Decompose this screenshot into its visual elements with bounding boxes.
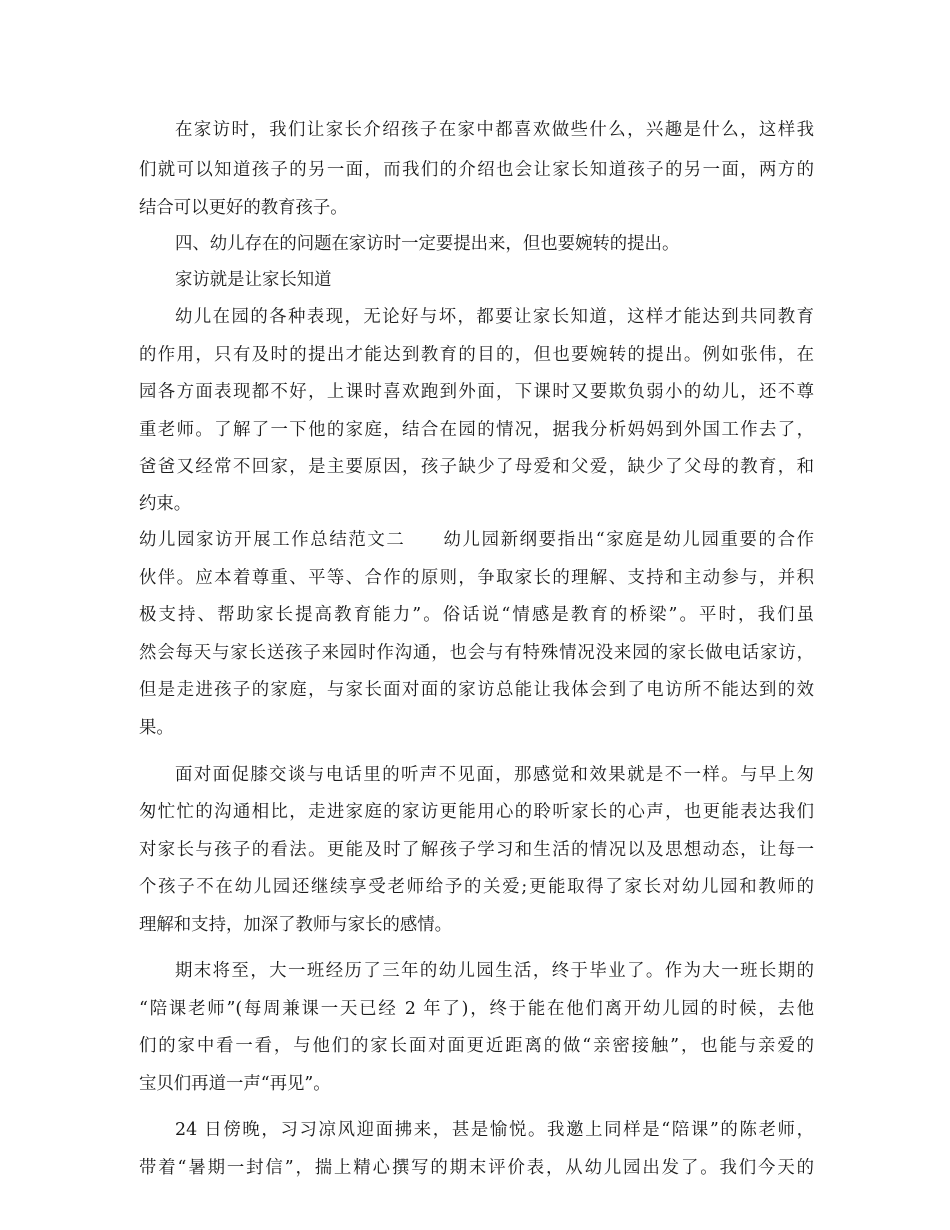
text-line: 在家访时，我们让家长介绍孩子在家中都喜欢做些什么，兴趣是什么，这样我 bbox=[175, 120, 814, 140]
text-line: 爸爸又经常不回家，是主要原因，孩子缺少了母爱和父爱，缺少了父母的教育，和 bbox=[139, 457, 814, 477]
text-line: 但是走进孩子的家庭，与家长面对面的家访总能让我体会到了电访所不能达到的效 bbox=[139, 680, 814, 700]
text-line: 伙伴。应本着尊重、平等、合作的原则，争取家长的理解、支持和主动参与，并积 bbox=[139, 568, 814, 588]
text-line: 的作用，只有及时的提出才能达到教育的目的，但也要婉转的提出。例如张伟，在 bbox=[139, 345, 814, 365]
text-line: 24 日傍晚，习习凉风迎面拂来，甚是愉悦。我邀上同样是“陪课”的陈老师， bbox=[175, 1120, 814, 1140]
text-line: 理解和支持，加深了教师与家长的感情。 bbox=[139, 915, 453, 935]
text-line: 重老师。了解了一下他的家庭，结合在园的情况，据我分析妈妈到外国工作去了， bbox=[139, 420, 814, 440]
text-line: 匆忙忙的沟通相比，走进家庭的家访更能用心的聆听家长的心声，也更能表达我们 bbox=[139, 802, 814, 822]
text-line: 四、幼儿存在的问题在家访时一定要提出来，但也要婉转的提出。 bbox=[175, 234, 680, 254]
text-line: 结合可以更好的教育孩子。 bbox=[139, 198, 348, 218]
text-line: 们就可以知道孩子的另一面，而我们的介绍也会让家长知道孩子的另一面，两方的 bbox=[139, 160, 814, 180]
text-line: 带着“暑期一封信”，揣上精心撰写的期末评价表，从幼儿园出发了。我们今天的 bbox=[139, 1158, 814, 1178]
text-line: 个孩子不在幼儿园还继续享受老师给予的关爱;更能取得了家长对幼儿园和教师的 bbox=[139, 877, 814, 897]
text-line: 园各方面表现都不好，上课时喜欢跑到外面，下课时又要欺负弱小的幼儿，还不尊 bbox=[139, 382, 814, 402]
text-line: 约束。 bbox=[139, 494, 192, 514]
text-line: 幼儿园家访开展工作总结范文二 幼儿园新纲要指出“家庭是幼儿园重要的合作 bbox=[139, 530, 814, 550]
text-line: 家访就是让家长知道 bbox=[175, 270, 332, 290]
text-line: 幼儿在园的各种表现，无论好与坏，都要让家长知道，这样才能达到共同教育 bbox=[175, 307, 814, 327]
text-line: “陪课老师”(每周兼课一天已经 2 年了)，终于能在他们离开幼儿园的时候，去他 bbox=[139, 999, 814, 1019]
text-line: 宝贝们再道一声“再见”。 bbox=[139, 1074, 331, 1094]
text-line: 然会每天与家长送孩子来园时作沟通，也会与有特殊情况没来园的家长做电话家访， bbox=[139, 643, 814, 663]
text-line: 果。 bbox=[139, 718, 174, 738]
text-line: 对家长与孩子的看法。更能及时了解孩子学习和生活的情况以及思想动态，让每一 bbox=[139, 840, 814, 860]
text-line: 面对面促膝交谈与电话里的听声不见面，那感觉和效果就是不一样。与早上匆 bbox=[175, 765, 814, 785]
text-line: 极支持、帮助家长提高教育能力”。俗话说“情感是教育的桥梁”。平时，我们虽 bbox=[139, 605, 814, 625]
text-line: 期末将至，大一班经历了三年的幼儿园生活，终于毕业了。作为大一班长期的 bbox=[175, 961, 814, 981]
text-line: 们的家中看一看，与他们的家长面对面更近距离的做“亲密接触”，也能与亲爱的 bbox=[139, 1036, 814, 1056]
